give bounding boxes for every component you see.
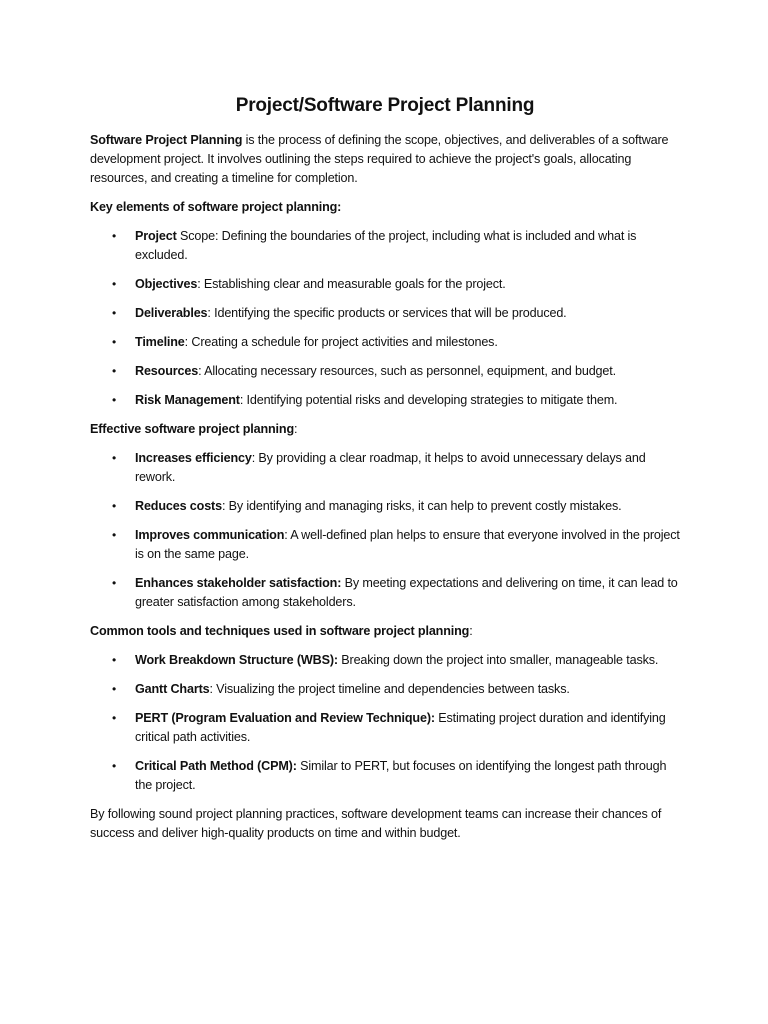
bullet-icon: • bbox=[112, 306, 117, 320]
item-text: : Allocating necessary resources, such as personnel, equipment, and budget. bbox=[198, 364, 616, 378]
item-term: Project bbox=[135, 229, 177, 243]
item-term: Risk Management bbox=[135, 393, 240, 407]
item-term: Gantt Charts bbox=[135, 682, 210, 696]
intro-paragraph bbox=[90, 131, 680, 188]
section-heading-rest: : bbox=[469, 624, 473, 638]
list-item bbox=[90, 275, 680, 294]
item-text: By meeting expectations and delivering on time, it can lead to greater satisfaction among stakeholders. bbox=[135, 576, 678, 609]
bullet-icon: • bbox=[112, 229, 117, 243]
item-text: : A well-defined plan helps to ensure that everyone involved in the project is on the same page. bbox=[135, 528, 680, 561]
bullet-icon: • bbox=[112, 393, 117, 407]
item-text: : By providing a clear roadmap, it helps to avoid unnecessary delays and rework. bbox=[135, 451, 646, 484]
bullet-icon: • bbox=[112, 682, 117, 696]
list-item bbox=[90, 574, 680, 612]
tools-list bbox=[90, 651, 680, 795]
item-term: Increases efficiency bbox=[135, 451, 252, 465]
item-term: Timeline bbox=[135, 335, 185, 349]
item-text: Breaking down the project into smaller, manageable tasks. bbox=[337, 653, 659, 667]
bullet-icon: • bbox=[112, 335, 117, 349]
section-heading-bold: Common tools and techniques used in software project planning bbox=[90, 624, 470, 638]
item-term: Work Breakdown Structure (WBS): bbox=[135, 653, 338, 667]
list-item bbox=[90, 391, 680, 410]
item-text: : Visualizing the project timeline and dependencies between tasks. bbox=[209, 682, 570, 696]
section-heading-rest: : bbox=[294, 422, 298, 436]
benefits-list bbox=[90, 449, 680, 612]
item-text: : Establishing clear and measurable goals for the project. bbox=[197, 277, 506, 291]
section-heading-key-elements bbox=[90, 198, 680, 217]
intro-text: is the process of defining the scope, objectives, and deliverables of a software development project. It involves outlining the steps required to achieve the project's goals, allocating resources, and creating a timeline for completion. bbox=[90, 133, 669, 185]
bullet-icon: • bbox=[112, 451, 117, 465]
list-item bbox=[90, 304, 680, 323]
bullet-icon: • bbox=[112, 711, 117, 725]
item-text: Estimating project duration and identifying critical path activities. bbox=[135, 711, 666, 744]
item-term: Improves communication bbox=[135, 528, 285, 542]
list-item bbox=[90, 757, 680, 795]
item-term: Resources bbox=[135, 364, 199, 378]
item-text: : Creating a schedule for project activities and milestones. bbox=[184, 335, 498, 349]
bullet-icon: • bbox=[112, 499, 117, 513]
bullet-icon: • bbox=[112, 528, 117, 542]
bullet-icon: • bbox=[112, 576, 117, 590]
list-item bbox=[90, 362, 680, 381]
bullet-icon: • bbox=[112, 759, 117, 773]
bullet-icon: • bbox=[112, 364, 117, 378]
item-text: Scope: Defining the boundaries of the project, including what is included and what is excluded. bbox=[135, 229, 637, 262]
document-title: Project/Software Project Planning bbox=[235, 95, 535, 116]
intro-bold-term: Software Project Planning bbox=[90, 133, 243, 147]
item-text: Similar to PERT, but focuses on identifying the longest path through the project. bbox=[135, 759, 667, 792]
item-term: Enhances stakeholder satisfaction: bbox=[135, 576, 342, 590]
closing-paragraph: By following sound project planning practices, software development teams can increase their chances of success and deliver high-quality products on time and within budget. bbox=[90, 807, 662, 840]
bullet-icon: • bbox=[112, 653, 117, 667]
list-item bbox=[90, 497, 680, 516]
item-term: Deliverables bbox=[135, 306, 208, 320]
item-term: PERT (Program Evaluation and Review Technique): bbox=[135, 711, 435, 725]
item-term: Critical Path Method (CPM): bbox=[135, 759, 297, 773]
section-heading-bold: Effective software project planning bbox=[90, 422, 294, 436]
list-item bbox=[90, 651, 680, 670]
list-item bbox=[90, 333, 680, 352]
list-item bbox=[90, 680, 680, 699]
item-text: : Identifying potential risks and developing strategies to mitigate them. bbox=[239, 393, 618, 407]
key-elements-list bbox=[90, 227, 680, 410]
list-item bbox=[90, 227, 680, 265]
list-item bbox=[90, 526, 680, 564]
section-heading-tools-techniques bbox=[90, 622, 680, 641]
item-text: : Identifying the specific products or services that will be produced. bbox=[207, 306, 567, 320]
section-heading-bold: Key elements of software project planning: bbox=[90, 200, 342, 214]
item-term: Objectives bbox=[135, 277, 198, 291]
section-heading-effective-planning bbox=[90, 420, 680, 439]
item-text: : By identifying and managing risks, it can help to prevent costly mistakes. bbox=[221, 499, 622, 513]
item-term: Reduces costs bbox=[135, 499, 222, 513]
bullet-icon: • bbox=[112, 277, 117, 291]
list-item bbox=[90, 709, 680, 747]
list-item bbox=[90, 449, 680, 487]
